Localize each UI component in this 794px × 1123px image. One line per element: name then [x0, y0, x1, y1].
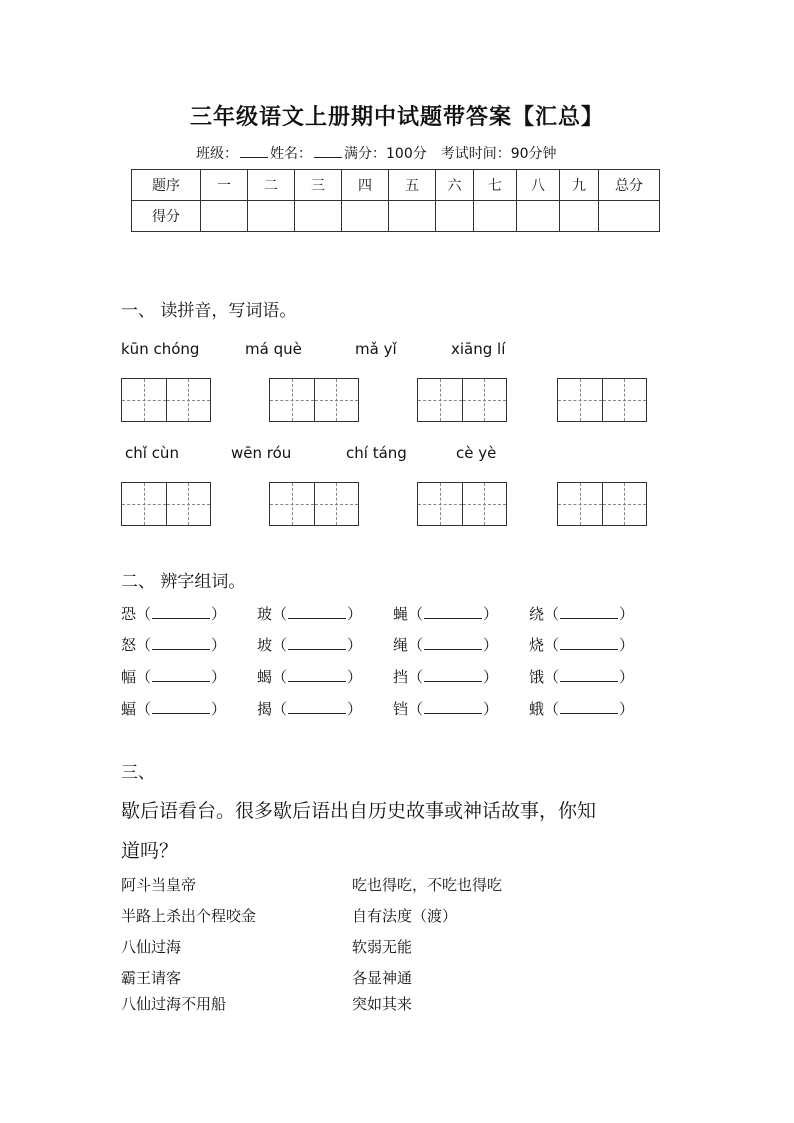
- close-paren: ）: [619, 700, 635, 718]
- xiehouyu-left-item[interactable]: 半路上杀出个程咬金: [121, 907, 257, 925]
- close-paren: ）: [347, 636, 363, 654]
- close-paren: ）: [211, 700, 227, 718]
- word-group-item: [257, 666, 362, 687]
- word-group-item: [393, 603, 498, 624]
- section-1-title: 一、 读拼音，写词语。: [121, 301, 297, 321]
- answer-blank[interactable]: [288, 699, 346, 714]
- open-paren: （: [136, 668, 152, 686]
- target-character: 蝠: [121, 700, 137, 718]
- exam-time-label: 考试时间：90分钟: [440, 146, 557, 162]
- pinyin-label: wēn róu: [231, 444, 292, 462]
- class-label: 班级：: [196, 146, 238, 162]
- answer-blank[interactable]: [424, 604, 482, 619]
- target-character: 蝎: [257, 668, 273, 686]
- word-group-item: [121, 603, 226, 624]
- score-row-label: 得分: [132, 201, 201, 232]
- page-title: 三年级语文上册期中试题带答案【汇总】: [189, 104, 604, 130]
- answer-blank[interactable]: [288, 635, 346, 650]
- close-paren: ）: [483, 605, 499, 623]
- pinyin-label: xiāng lí: [451, 340, 506, 358]
- close-paren: ）: [619, 636, 635, 654]
- word-group-item: [393, 666, 498, 687]
- word-group-item: [257, 698, 362, 719]
- score-table-score-row: [132, 201, 660, 232]
- section-3-prompt-line-2: 道吗？: [121, 840, 179, 862]
- target-character: 玻: [257, 605, 273, 623]
- open-paren: （: [136, 700, 152, 718]
- answer-blank[interactable]: [288, 604, 346, 619]
- close-paren: ）: [483, 668, 499, 686]
- table-header-cell: 总分: [599, 170, 660, 201]
- word-group-item: [257, 634, 362, 655]
- open-paren: （: [408, 700, 424, 718]
- close-paren: ）: [347, 668, 363, 686]
- word-group-item: [529, 634, 634, 655]
- writing-grid[interactable]: [269, 378, 359, 422]
- open-paren: （: [544, 636, 560, 654]
- open-paren: （: [136, 605, 152, 623]
- answer-blank[interactable]: [152, 667, 210, 682]
- target-character: 幅: [121, 668, 137, 686]
- word-group-item: [393, 698, 498, 719]
- target-character: 蝇: [393, 605, 409, 623]
- answer-blank[interactable]: [560, 667, 618, 682]
- table-header-cell: 二: [248, 170, 295, 201]
- answer-blank[interactable]: [152, 604, 210, 619]
- open-paren: （: [544, 700, 560, 718]
- writing-grid[interactable]: [121, 482, 211, 526]
- word-group-item: [121, 666, 226, 687]
- open-paren: （: [272, 605, 288, 623]
- score-cell[interactable]: [248, 201, 295, 232]
- answer-blank[interactable]: [560, 699, 618, 714]
- open-paren: （: [408, 605, 424, 623]
- word-group-item: [121, 698, 226, 719]
- target-character: 揭: [257, 700, 273, 718]
- word-group-item: [393, 634, 498, 655]
- writing-grid[interactable]: [557, 482, 647, 526]
- word-group-item: [529, 698, 634, 719]
- close-paren: ）: [211, 636, 227, 654]
- target-character: 挡: [393, 668, 409, 686]
- table-header-cell: 五: [389, 170, 436, 201]
- score-cell[interactable]: [599, 201, 660, 232]
- target-character: 绕: [529, 605, 545, 623]
- answer-blank[interactable]: [424, 699, 482, 714]
- full-score-label: 满分：100分: [344, 146, 427, 162]
- table-header-cell: 七: [474, 170, 517, 201]
- close-paren: ）: [483, 636, 499, 654]
- writing-grid[interactable]: [417, 378, 507, 422]
- open-paren: （: [544, 668, 560, 686]
- target-character: 恐: [121, 605, 137, 623]
- open-paren: （: [272, 700, 288, 718]
- close-paren: ）: [619, 668, 635, 686]
- writing-grid[interactable]: [417, 482, 507, 526]
- score-cell[interactable]: [342, 201, 389, 232]
- open-paren: （: [408, 636, 424, 654]
- xiehouyu-left-item[interactable]: 八仙过海: [121, 938, 182, 956]
- xiehouyu-right-item[interactable]: 软弱无能: [352, 938, 413, 956]
- section-3-prompt-line-1: 歇后语看台。很多歇后语出自历史故事或神话故事，你知: [121, 800, 597, 822]
- answer-blank[interactable]: [288, 667, 346, 682]
- target-character: 蛾: [529, 700, 545, 718]
- score-cell[interactable]: [436, 201, 474, 232]
- name-label: 姓名：: [270, 146, 312, 162]
- xiehouyu-right-item[interactable]: 突如其来: [352, 995, 413, 1013]
- open-paren: （: [136, 636, 152, 654]
- answer-blank[interactable]: [560, 635, 618, 650]
- open-paren: （: [272, 636, 288, 654]
- word-group-item: [257, 603, 362, 624]
- target-character: 怒: [121, 636, 137, 654]
- score-cell[interactable]: [389, 201, 436, 232]
- table-header-cell: 六: [436, 170, 474, 201]
- close-paren: ）: [619, 605, 635, 623]
- name-blank[interactable]: [314, 145, 342, 158]
- score-table-header-row: [132, 170, 660, 201]
- pinyin-label: kūn chóng: [121, 340, 200, 358]
- answer-blank[interactable]: [560, 604, 618, 619]
- target-character: 烧: [529, 636, 545, 654]
- writing-grid[interactable]: [557, 378, 647, 422]
- pinyin-label: mǎ yǐ: [355, 340, 397, 358]
- section-2-title: 二、 辨字组词。: [121, 572, 246, 592]
- target-character: 坡: [257, 636, 273, 654]
- pinyin-label: chí táng: [346, 444, 407, 462]
- target-character: 饿: [529, 668, 545, 686]
- open-paren: （: [272, 668, 288, 686]
- word-group-item: [121, 634, 226, 655]
- close-paren: ）: [347, 700, 363, 718]
- score-cell[interactable]: [201, 201, 248, 232]
- writing-grid[interactable]: [121, 378, 211, 422]
- xiehouyu-left-item[interactable]: 霸王请客: [121, 969, 182, 987]
- table-header-cell: 题序: [132, 170, 201, 201]
- open-paren: （: [544, 605, 560, 623]
- xiehouyu-left-item[interactable]: 八仙过海不用船: [121, 995, 227, 1013]
- word-group-item: [529, 603, 634, 624]
- target-character: 绳: [393, 636, 409, 654]
- score-cell[interactable]: [295, 201, 342, 232]
- answer-blank[interactable]: [424, 635, 482, 650]
- open-paren: （: [408, 668, 424, 686]
- word-group-item: [529, 666, 634, 687]
- pinyin-label: má què: [245, 340, 302, 358]
- exam-meta: [196, 143, 557, 163]
- answer-blank[interactable]: [152, 699, 210, 714]
- xiehouyu-left-item[interactable]: 阿斗当皇帝: [121, 876, 197, 894]
- close-paren: ）: [483, 700, 499, 718]
- close-paren: ）: [211, 605, 227, 623]
- score-cell[interactable]: [474, 201, 517, 232]
- writing-grid[interactable]: [269, 482, 359, 526]
- close-paren: ）: [347, 605, 363, 623]
- class-blank[interactable]: [240, 145, 268, 158]
- xiehouyu-right-item[interactable]: 吃也得吃，不吃也得吃: [352, 876, 503, 894]
- table-header-cell: 一: [201, 170, 248, 201]
- answer-blank[interactable]: [424, 667, 482, 682]
- score-cell[interactable]: [560, 201, 599, 232]
- table-header-cell: 八: [517, 170, 560, 201]
- target-character: 铛: [393, 700, 409, 718]
- close-paren: ）: [211, 668, 227, 686]
- section-3-title: 三、: [121, 763, 155, 783]
- xiehouyu-right-item[interactable]: 自有法度（渡）: [352, 907, 458, 925]
- table-header-cell: 九: [560, 170, 599, 201]
- pinyin-label: cè yè: [456, 444, 497, 462]
- table-header-cell: 四: [342, 170, 389, 201]
- table-header-cell: 三: [295, 170, 342, 201]
- answer-blank[interactable]: [152, 635, 210, 650]
- score-cell[interactable]: [517, 201, 560, 232]
- xiehouyu-right-item[interactable]: 各显神通: [352, 969, 413, 987]
- score-table: [131, 169, 660, 232]
- pinyin-label: chǐ cùn: [125, 444, 179, 462]
